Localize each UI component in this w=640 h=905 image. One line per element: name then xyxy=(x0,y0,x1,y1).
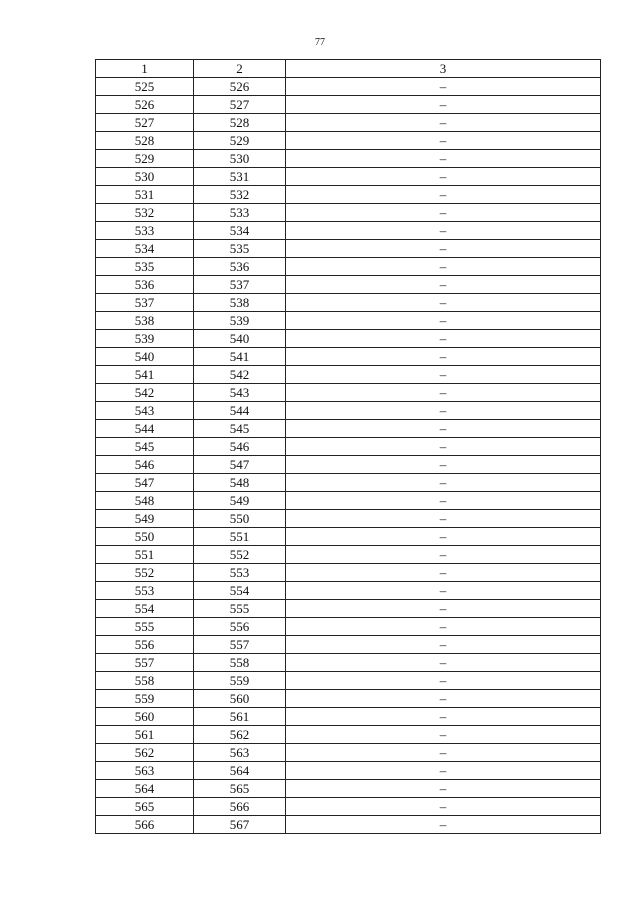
table-cell-col-1: 549 xyxy=(96,510,194,528)
table-cell-col-1: 525 xyxy=(96,78,194,96)
table-row xyxy=(96,384,601,402)
table-cell-col-3: – xyxy=(286,708,601,726)
table-cell-col-2: 543 xyxy=(194,384,286,402)
table-row xyxy=(96,78,601,96)
table-row xyxy=(96,564,601,582)
column-header-1: 1 xyxy=(96,60,194,78)
table-cell-col-2: 526 xyxy=(194,78,286,96)
table-cell-col-3: – xyxy=(286,636,601,654)
table-cell-col-3: – xyxy=(286,330,601,348)
table-cell-col-3: – xyxy=(286,582,601,600)
table-cell-col-1: 531 xyxy=(96,186,194,204)
table-cell-col-3: – xyxy=(286,780,601,798)
table-row xyxy=(96,492,601,510)
table-cell-col-1: 537 xyxy=(96,294,194,312)
table-row xyxy=(96,510,601,528)
table-row xyxy=(96,690,601,708)
table-cell-col-3: – xyxy=(286,204,601,222)
table-cell-col-3: – xyxy=(286,114,601,132)
table-cell-col-2: 562 xyxy=(194,726,286,744)
table-cell-col-1: 530 xyxy=(96,168,194,186)
table-row xyxy=(96,240,601,258)
table-row xyxy=(96,744,601,762)
table-cell-col-1: 533 xyxy=(96,222,194,240)
table-cell-col-1: 542 xyxy=(96,384,194,402)
table-cell-col-2: 547 xyxy=(194,456,286,474)
table-cell-col-2: 559 xyxy=(194,672,286,690)
table-cell-col-2: 563 xyxy=(194,744,286,762)
table-cell-col-3: – xyxy=(286,168,601,186)
table-row xyxy=(96,798,601,816)
table-row xyxy=(96,258,601,276)
table-cell-col-2: 541 xyxy=(194,348,286,366)
table-cell-col-1: 543 xyxy=(96,402,194,420)
table-row xyxy=(96,402,601,420)
table-cell-col-3: – xyxy=(286,384,601,402)
table-cell-col-2: 557 xyxy=(194,636,286,654)
table-cell-col-3: – xyxy=(286,492,601,510)
table-cell-col-2: 567 xyxy=(194,816,286,834)
table-row xyxy=(96,726,601,744)
table-cell-col-1: 552 xyxy=(96,564,194,582)
table-cell-col-2: 561 xyxy=(194,708,286,726)
table-cell-col-3: – xyxy=(286,402,601,420)
table-cell-col-2: 540 xyxy=(194,330,286,348)
table-cell-col-2: 555 xyxy=(194,600,286,618)
table-cell-col-3: – xyxy=(286,240,601,258)
table-cell-col-1: 564 xyxy=(96,780,194,798)
table-row xyxy=(96,708,601,726)
table-row xyxy=(96,654,601,672)
table-cell-col-1: 544 xyxy=(96,420,194,438)
table-cell-col-2: 534 xyxy=(194,222,286,240)
table-cell-col-2: 535 xyxy=(194,240,286,258)
table-row xyxy=(96,474,601,492)
table-cell-col-3: – xyxy=(286,456,601,474)
table-row xyxy=(96,348,601,366)
table-row xyxy=(96,204,601,222)
table-cell-col-1: 548 xyxy=(96,492,194,510)
table-cell-col-3: – xyxy=(286,762,601,780)
table-cell-col-2: 565 xyxy=(194,780,286,798)
table-cell-col-2: 564 xyxy=(194,762,286,780)
table-cell-col-2: 549 xyxy=(194,492,286,510)
table-cell-col-2: 546 xyxy=(194,438,286,456)
table-cell-col-1: 562 xyxy=(96,744,194,762)
table-cell-col-1: 535 xyxy=(96,258,194,276)
table-cell-col-1: 546 xyxy=(96,456,194,474)
table-cell-col-2: 536 xyxy=(194,258,286,276)
table-cell-col-3: – xyxy=(286,654,601,672)
table-cell-col-3: – xyxy=(286,528,601,546)
table-cell-col-3: – xyxy=(286,474,601,492)
table-cell-col-2: 539 xyxy=(194,312,286,330)
table-cell-col-3: – xyxy=(286,132,601,150)
table-cell-col-3: – xyxy=(286,294,601,312)
header-row xyxy=(96,60,601,78)
table-cell-col-1: 556 xyxy=(96,636,194,654)
table-cell-col-3: – xyxy=(286,420,601,438)
data-table xyxy=(95,59,601,834)
table-cell-col-1: 529 xyxy=(96,150,194,168)
table-cell-col-1: 540 xyxy=(96,348,194,366)
table-cell-col-3: – xyxy=(286,600,601,618)
table-cell-col-1: 566 xyxy=(96,816,194,834)
table-cell-col-2: 554 xyxy=(194,582,286,600)
table-cell-col-1: 526 xyxy=(96,96,194,114)
table-row xyxy=(96,330,601,348)
table-cell-col-3: – xyxy=(286,546,601,564)
table-cell-col-2: 552 xyxy=(194,546,286,564)
table-cell-col-2: 530 xyxy=(194,150,286,168)
table-row xyxy=(96,294,601,312)
table-cell-col-1: 565 xyxy=(96,798,194,816)
table-row xyxy=(96,582,601,600)
table-cell-col-2: 545 xyxy=(194,420,286,438)
table-cell-col-1: 527 xyxy=(96,114,194,132)
table-cell-col-3: – xyxy=(286,510,601,528)
table-cell-col-2: 544 xyxy=(194,402,286,420)
table-row xyxy=(96,186,601,204)
table-row xyxy=(96,132,601,150)
table-cell-col-3: – xyxy=(286,618,601,636)
table-cell-col-1: 554 xyxy=(96,600,194,618)
table-row xyxy=(96,168,601,186)
table-cell-col-2: 560 xyxy=(194,690,286,708)
table-row xyxy=(96,420,601,438)
table-cell-col-1: 555 xyxy=(96,618,194,636)
table-cell-col-3: – xyxy=(286,798,601,816)
table-row xyxy=(96,114,601,132)
table-cell-col-1: 557 xyxy=(96,654,194,672)
table-row xyxy=(96,438,601,456)
table-cell-col-3: – xyxy=(286,690,601,708)
table-cell-col-1: 553 xyxy=(96,582,194,600)
table-cell-col-2: 527 xyxy=(194,96,286,114)
table-cell-col-3: – xyxy=(286,186,601,204)
table-row xyxy=(96,816,601,834)
table-cell-col-2: 533 xyxy=(194,204,286,222)
table-cell-col-2: 528 xyxy=(194,114,286,132)
table-cell-col-3: – xyxy=(286,258,601,276)
table-cell-col-1: 558 xyxy=(96,672,194,690)
table-cell-col-1: 541 xyxy=(96,366,194,384)
table-row xyxy=(96,222,601,240)
table-cell-col-1: 545 xyxy=(96,438,194,456)
column-header-2: 2 xyxy=(194,60,286,78)
table-cell-col-3: – xyxy=(286,96,601,114)
table-row xyxy=(96,600,601,618)
table-cell-col-1: 559 xyxy=(96,690,194,708)
table-row xyxy=(96,672,601,690)
table-cell-col-3: – xyxy=(286,222,601,240)
table-cell-col-1: 551 xyxy=(96,546,194,564)
table-cell-col-3: – xyxy=(286,366,601,384)
table-row xyxy=(96,528,601,546)
table-cell-col-3: – xyxy=(286,348,601,366)
table-cell-col-3: – xyxy=(286,564,601,582)
table-row xyxy=(96,150,601,168)
table-row xyxy=(96,546,601,564)
table-cell-col-1: 528 xyxy=(96,132,194,150)
table-cell-col-1: 532 xyxy=(96,204,194,222)
table-cell-col-1: 550 xyxy=(96,528,194,546)
table-cell-col-1: 563 xyxy=(96,762,194,780)
table-cell-col-1: 560 xyxy=(96,708,194,726)
table-row xyxy=(96,780,601,798)
table-cell-col-2: 553 xyxy=(194,564,286,582)
table-row xyxy=(96,312,601,330)
table-row xyxy=(96,456,601,474)
table-cell-col-2: 531 xyxy=(194,168,286,186)
table-cell-col-2: 538 xyxy=(194,294,286,312)
table-cell-col-2: 551 xyxy=(194,528,286,546)
table-cell-col-2: 566 xyxy=(194,798,286,816)
table-cell-col-1: 538 xyxy=(96,312,194,330)
table-cell-col-2: 548 xyxy=(194,474,286,492)
page-number: 77 xyxy=(315,37,325,48)
table-row xyxy=(96,276,601,294)
table-cell-col-3: – xyxy=(286,816,601,834)
table-cell-col-1: 547 xyxy=(96,474,194,492)
table-header xyxy=(96,60,601,78)
table-cell-col-3: – xyxy=(286,276,601,294)
table-cell-col-2: 532 xyxy=(194,186,286,204)
table-cell-col-3: – xyxy=(286,672,601,690)
column-header-3: 3 xyxy=(286,60,601,78)
table-cell-col-1: 536 xyxy=(96,276,194,294)
table-row xyxy=(96,366,601,384)
table-cell-col-2: 550 xyxy=(194,510,286,528)
table-cell-col-1: 539 xyxy=(96,330,194,348)
table-cell-col-2: 542 xyxy=(194,366,286,384)
table-cell-col-2: 556 xyxy=(194,618,286,636)
table-row xyxy=(96,762,601,780)
table-row xyxy=(96,618,601,636)
table-cell-col-3: – xyxy=(286,726,601,744)
table-cell-col-3: – xyxy=(286,312,601,330)
table-row xyxy=(96,96,601,114)
table-cell-col-2: 529 xyxy=(194,132,286,150)
table-cell-col-3: – xyxy=(286,744,601,762)
table-cell-col-2: 537 xyxy=(194,276,286,294)
table-cell-col-1: 561 xyxy=(96,726,194,744)
table-body xyxy=(96,78,601,834)
table-cell-col-3: – xyxy=(286,78,601,96)
table-cell-col-2: 558 xyxy=(194,654,286,672)
table-cell-col-3: – xyxy=(286,150,601,168)
table-row xyxy=(96,636,601,654)
table-cell-col-3: – xyxy=(286,438,601,456)
table-cell-col-1: 534 xyxy=(96,240,194,258)
